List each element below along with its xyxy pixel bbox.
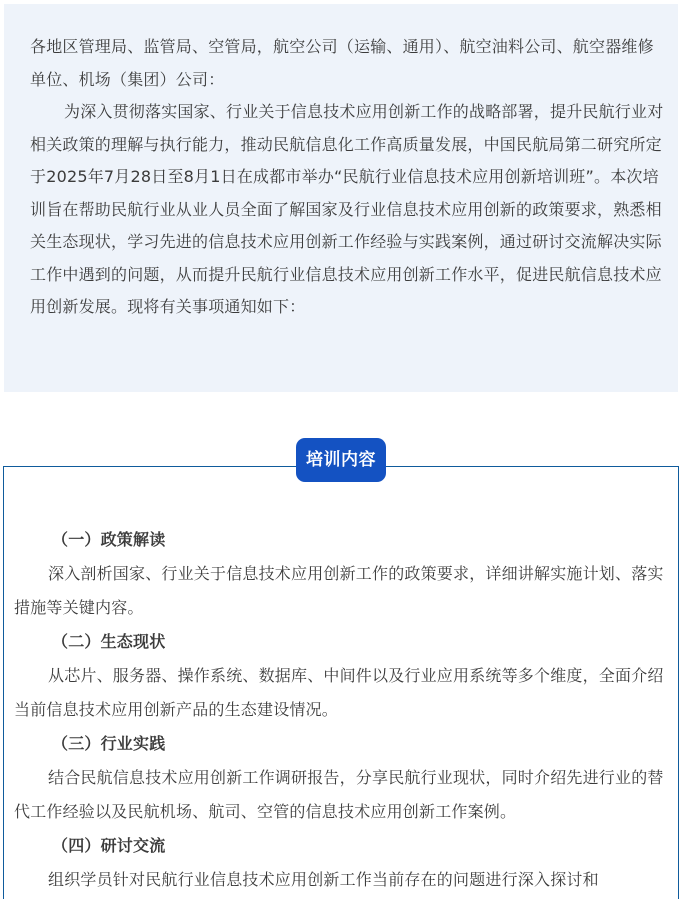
intro-body: 为深入贯彻落实国家、行业关于信息技术应用创新工作的战略部署，提升民航行业对相关政策的理解与执行能力，推动民航信息化工作高质量发展，中国民航局第二研究所定于2025年7月28日至8月1日在成都市举办“民航行业信息技术应用创新培训班”。本次培训旨在帮助民航行业从业人员全面了解国家及行业信息技术应用创新的政策要求，熟悉相关生态现状，学习先进的信息技术应用创新工作经验与实践案例，通过研讨交流解决实际工作中遇到的问题，从而提升民航行业信息技术应用创新工作水平，促进民航信息技术应用创新发展。现将有关事项通知如下：	[30, 102, 664, 316]
item-heading-policy: （一）政策解读	[52, 530, 166, 549]
intro-box	[4, 4, 678, 392]
item-heading-discussion: （四）研讨交流	[52, 836, 166, 855]
item-body-practice: 结合民航信息技术应用创新工作调研报告，分享民航行业现状，同时介绍先进行业的替代工作经验以及民航机场、航司、空管的信息技术应用创新工作案例。	[14, 768, 664, 821]
item-body-ecosystem: 从芯片、服务器、操作系统、数据库、中间件以及行业应用系统等多个维度，全面介绍当前信息技术应用创新产品的生态建设情况。	[14, 666, 664, 719]
item-heading-practice: （三）行业实践	[52, 734, 166, 753]
item-heading-ecosystem: （二）生态现状	[52, 632, 166, 651]
item-body-discussion: 组织学员针对民航行业信息技术应用创新工作当前存在的问题进行深入探讨和	[48, 870, 599, 889]
salutation: 各地区管理局、监管局、空管局，航空公司（运输、通用）、航空油料公司、航空器维修单位、机场（集团）公司：	[30, 37, 654, 89]
training-content-list	[14, 523, 672, 897]
item-body-policy: 深入剖析国家、行业关于信息技术应用创新工作的政策要求，详细讲解实施计划、落实措施等关键内容。	[14, 564, 664, 617]
section-title-badge: 培训内容	[296, 438, 386, 482]
